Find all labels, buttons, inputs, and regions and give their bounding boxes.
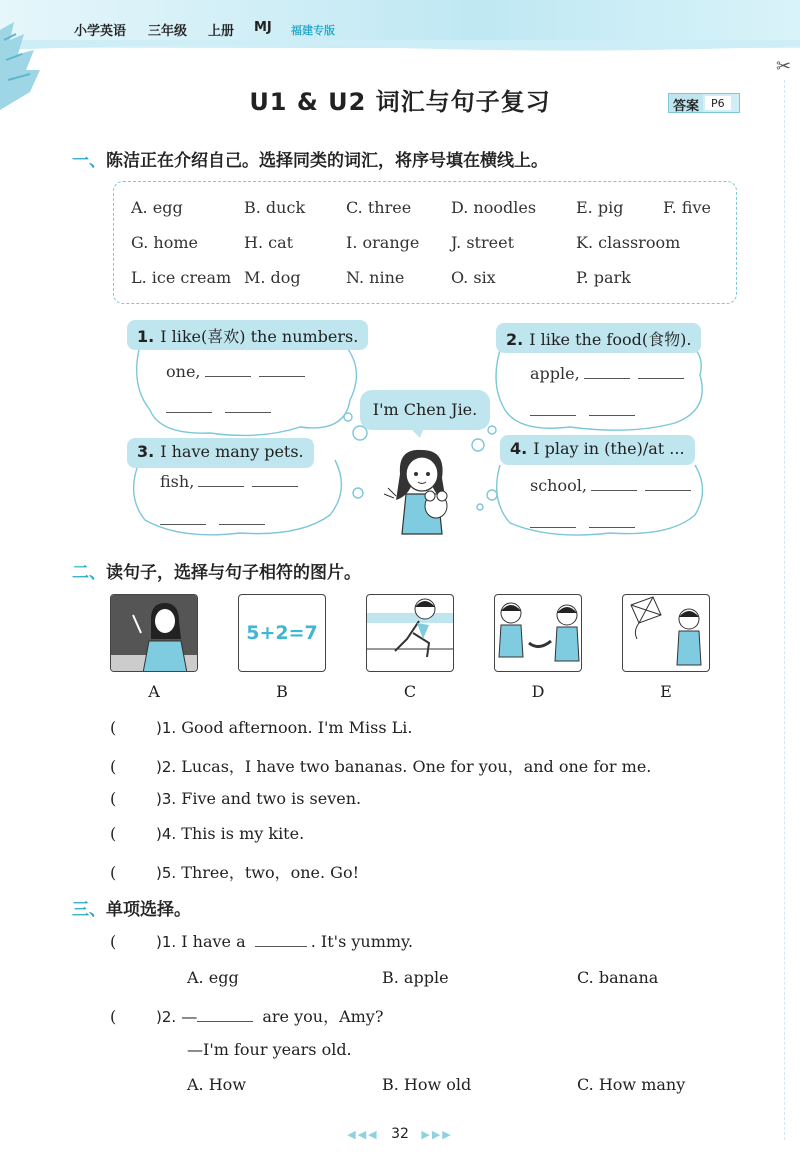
section1-instruction: 陈洁正在介绍自己。选择同类的词汇，将序号填在横线上。: [106, 151, 548, 171]
bubble-1-start-word: one,: [166, 362, 201, 381]
word-option: N. nine: [346, 268, 405, 287]
section1-number: 一、: [72, 151, 106, 171]
bubble-3-number: 3.: [137, 442, 155, 461]
word-option: F. five: [663, 198, 711, 217]
answer-blank[interactable]: [530, 527, 576, 528]
bubble-4-tag: [500, 435, 695, 465]
right-arrows-icon: ▶▶▶: [421, 1128, 453, 1141]
picture-c[interactable]: [366, 594, 454, 672]
section2-number: 二、: [72, 563, 106, 583]
bubble-1-answer-row: [166, 362, 309, 381]
question-row: [110, 789, 361, 808]
picture-label: B: [276, 682, 288, 701]
answer-tag[interactable]: [668, 93, 740, 113]
bubble-3-tag: [127, 438, 314, 468]
bubble-3-answer-row: [160, 472, 302, 491]
picture-label: D: [531, 682, 545, 701]
picture-label: E: [660, 682, 672, 701]
bubble-3-text: I have many pets.: [160, 442, 304, 461]
page-number: [0, 1126, 800, 1142]
option-a[interactable]: A. How: [187, 1075, 247, 1094]
question-text: Lucas，I have two bananas. One for you，and one for me.: [181, 757, 652, 776]
question-number: )1.: [156, 719, 177, 737]
bubble-2-tag: [496, 323, 701, 353]
question-row: [110, 860, 359, 883]
question-text: are you，Amy?: [262, 1007, 384, 1026]
question-text: Five and two is seven.: [181, 789, 362, 808]
question-number: )3.: [156, 790, 177, 808]
option-b[interactable]: B. How old: [382, 1075, 472, 1094]
question-text: —: [181, 1007, 198, 1026]
bubble-2-text: I like the food(食物).: [529, 330, 692, 349]
header-volume: 上册: [208, 24, 235, 39]
question-text: This is my kite.: [181, 824, 305, 843]
option-b[interactable]: B. apple: [382, 968, 449, 987]
speech-bubble-tail: [408, 428, 428, 440]
word-option: I. orange: [346, 233, 420, 252]
scissors-icon: ✂: [776, 56, 792, 77]
chen-jie-illustration: [378, 444, 470, 540]
question-number: )2.: [156, 1008, 177, 1026]
answer-blank[interactable]: [589, 415, 635, 416]
mc-question-2: [110, 1004, 383, 1027]
picture-label: A: [148, 682, 160, 701]
answer-blank[interactable]: [645, 477, 691, 491]
bubble-4-answer-row: [530, 476, 695, 495]
word-option: G. home: [131, 233, 198, 252]
section3-number: 三、: [72, 900, 106, 920]
answer-blank[interactable]: [584, 365, 630, 379]
picture-a[interactable]: [110, 594, 198, 672]
question-number: )1.: [156, 933, 177, 951]
answer-tag-page: P6: [705, 96, 731, 110]
word-option: A. egg: [131, 198, 183, 217]
header-edition: 福建专版: [291, 24, 335, 37]
section2-instruction: 读句子，选择与句子相符的图片。: [106, 563, 361, 583]
picture-d[interactable]: [494, 594, 582, 672]
left-arrows-icon: ◀◀◀: [347, 1128, 379, 1141]
answer-blank[interactable]: [530, 415, 576, 416]
answer-blank[interactable]: [205, 363, 251, 377]
question-reply: —I'm four years old.: [187, 1040, 352, 1059]
answer-blank[interactable]: [166, 412, 212, 413]
word-option: M. dog: [244, 268, 301, 287]
question-text: . It's yummy.: [310, 932, 414, 951]
picture-label: C: [403, 682, 417, 701]
page-number-value: 32: [391, 1126, 409, 1142]
answer-paren[interactable]: (: [110, 757, 117, 776]
answer-paren[interactable]: (: [110, 718, 117, 737]
word-option: L. ice cream: [131, 268, 232, 287]
answer-blank[interactable]: [225, 412, 271, 413]
cut-line: [784, 80, 785, 1140]
bubble-3-start-word: fish,: [160, 472, 195, 491]
section3-instruction: 单项选择。: [106, 900, 191, 920]
sharing-bananas-drawing: [495, 595, 582, 672]
answer-blank[interactable]: [259, 363, 305, 377]
option-c[interactable]: C. banana: [577, 968, 659, 987]
bubble-4-number: 4.: [510, 439, 528, 458]
answer-blank[interactable]: [197, 1008, 253, 1022]
answer-tag-label: 答案: [669, 94, 703, 112]
answer-blank[interactable]: [589, 527, 635, 528]
answer-paren[interactable]: (: [110, 1007, 117, 1026]
question-text: Three，two，one. Go!: [181, 863, 360, 882]
word-option: K. classroom: [576, 233, 681, 252]
bubble-2-start-word: apple,: [530, 364, 580, 383]
question-number: )2.: [156, 758, 177, 776]
answer-blank[interactable]: [219, 524, 265, 525]
word-option: B. duck: [244, 198, 306, 217]
word-option: O. six: [451, 268, 496, 287]
header-subject: 小学英语: [74, 24, 127, 39]
answer-blank[interactable]: [160, 524, 206, 525]
answer-blank[interactable]: [198, 473, 244, 487]
word-option: P. park: [576, 268, 631, 287]
bubble-2-number: 2.: [506, 330, 524, 349]
bubble-4-start-word: school,: [530, 476, 587, 495]
word-option: H. cat: [244, 233, 294, 252]
header-wave: [0, 40, 800, 54]
section3-heading: [72, 895, 191, 920]
bubble-4-text: I play in (the)/at ...: [533, 439, 685, 458]
bubble-1-number: 1.: [137, 327, 155, 346]
picture-e[interactable]: [622, 594, 710, 672]
picture-b[interactable]: [238, 594, 326, 672]
answer-paren[interactable]: (: [110, 863, 117, 882]
answer-paren[interactable]: (: [110, 932, 117, 951]
question-row: [110, 754, 651, 777]
section2-heading: [72, 558, 361, 583]
section1-heading: [72, 146, 548, 171]
kite-drawing: [623, 595, 710, 672]
header-grade: 三年级: [148, 24, 188, 39]
option-a[interactable]: A. egg: [187, 968, 239, 987]
word-option: J. street: [451, 233, 514, 252]
word-option: D. noodles: [451, 198, 537, 217]
word-option: E. pig: [576, 198, 624, 217]
option-c[interactable]: C. How many: [577, 1075, 686, 1094]
mc-question-1: [110, 932, 413, 951]
bubble-1-text: I like(喜欢) the numbers.: [160, 327, 359, 346]
running-boy-drawing: [367, 595, 454, 672]
speech-bubble: I'm Chen Jie.: [360, 390, 490, 430]
question-text: Good afternoon. I'm Miss Li.: [181, 718, 413, 737]
answer-blank[interactable]: [638, 365, 684, 379]
answer-blank[interactable]: [255, 933, 307, 947]
answer-paren[interactable]: (: [110, 824, 117, 843]
answer-paren[interactable]: (: [110, 789, 117, 808]
question-text: I have a: [181, 932, 246, 951]
question-row: [110, 718, 413, 737]
answer-blank[interactable]: [591, 477, 637, 491]
bubble-1-tag: [127, 320, 368, 350]
word-option: C. three: [346, 198, 412, 217]
question-row: [110, 824, 304, 843]
answer-blank[interactable]: [252, 473, 298, 487]
bubble-2-answer-row: [530, 364, 688, 383]
teacher-drawing: [111, 595, 198, 672]
header-publisher: MJ: [254, 20, 272, 35]
question-number: )5.: [156, 864, 177, 882]
question-number: )4.: [156, 825, 177, 843]
page-title: U1 & U2 词汇与句子复习: [249, 88, 551, 116]
blackboard-equation: 5+2=7: [246, 622, 318, 644]
